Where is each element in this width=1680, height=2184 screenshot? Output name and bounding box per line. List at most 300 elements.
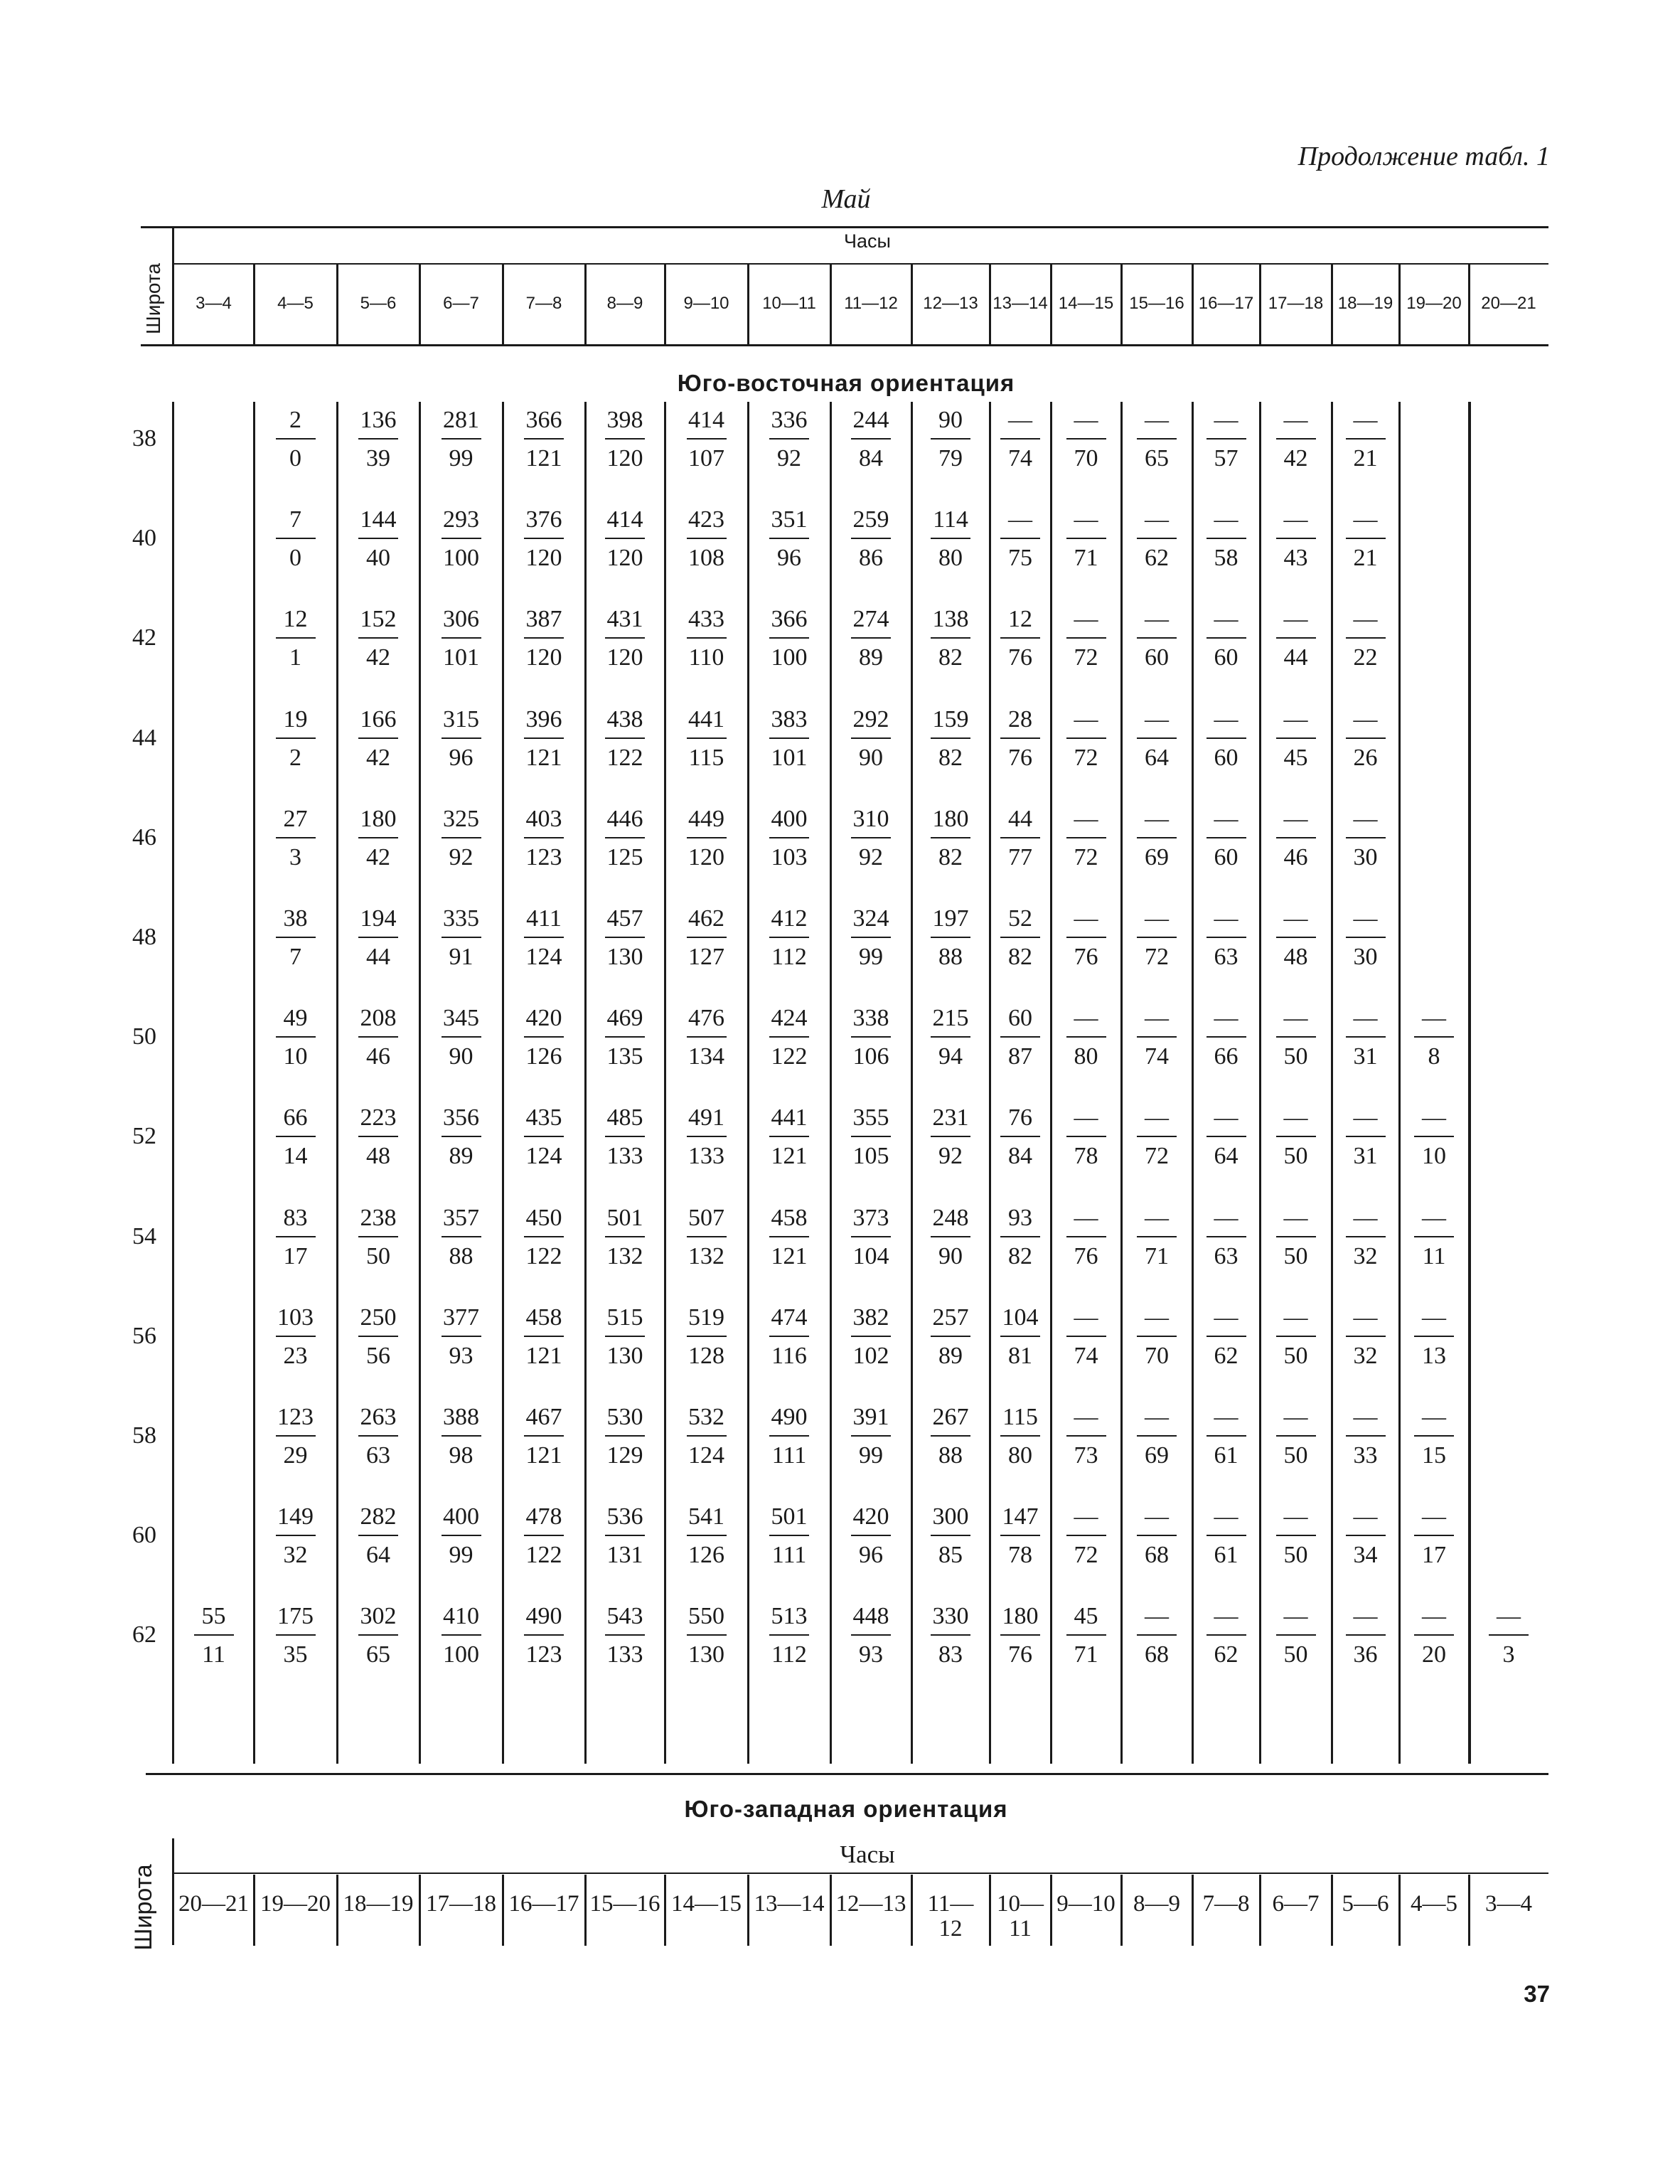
cell-denominator: 124: [688, 1442, 724, 1469]
latitude-value: 40: [132, 525, 156, 551]
value-cell: [990, 1006, 1051, 1069]
value-cell: [419, 1106, 503, 1168]
cell-denominator: 50: [366, 1243, 390, 1269]
value-cell: [911, 708, 990, 770]
value-cell: [830, 1405, 911, 1468]
value-cell: [1192, 1604, 1260, 1667]
hour-column-header: 16—17: [508, 1891, 579, 1917]
value-cell: [1051, 1006, 1121, 1069]
cell-numerator: 27: [276, 807, 316, 838]
cell-numerator: 420: [524, 1006, 564, 1038]
value-cell: [1051, 708, 1121, 770]
value-cell: [748, 1006, 830, 1069]
sw-latitude-header: Широта: [130, 1864, 157, 1951]
cell-denominator: 61: [1214, 1542, 1238, 1568]
hour-column-header: 14—15: [671, 1891, 742, 1917]
cell-numerator: 104: [1000, 1306, 1040, 1337]
cell-numerator: —: [1066, 408, 1106, 440]
hour-column-header: 20—21: [178, 1891, 249, 1917]
cell-numerator: 441: [769, 1106, 809, 1137]
hour-column-header: 5—6: [360, 294, 397, 313]
cell-denominator: 36: [1353, 1641, 1378, 1668]
value-cell: [254, 907, 337, 969]
value-cell: [830, 807, 911, 870]
cell-denominator: 63: [1214, 1243, 1238, 1269]
value-cell: [748, 708, 830, 770]
value-cell: [503, 807, 585, 870]
cell-numerator: —: [1207, 1405, 1246, 1437]
cell-denominator: 130: [606, 1343, 643, 1369]
value-cell: [911, 607, 990, 670]
cell-numerator: 263: [358, 1405, 398, 1437]
value-cell: [337, 1206, 419, 1269]
value-cell: [585, 1106, 665, 1168]
cell-denominator: 80: [1008, 1442, 1032, 1469]
latitude-value: 48: [132, 924, 156, 950]
value-cell: [1121, 1006, 1192, 1069]
cell-denominator: 57: [1214, 445, 1238, 472]
cell-numerator: 398: [605, 408, 645, 440]
cell-denominator: 72: [1074, 1542, 1098, 1568]
column-divider: [1192, 265, 1194, 346]
cell-denominator: 31: [1353, 1143, 1378, 1169]
column-divider: [1050, 1875, 1052, 1946]
cell-denominator: 30: [1353, 844, 1378, 870]
cell-numerator: 302: [358, 1604, 398, 1636]
value-cell: [748, 1604, 830, 1667]
value-cell: [665, 1206, 748, 1269]
cell-denominator: 72: [1074, 844, 1098, 870]
value-cell: [254, 1505, 337, 1567]
cell-denominator: 76: [1008, 745, 1032, 771]
value-cell: [1332, 607, 1399, 670]
cell-numerator: 507: [687, 1206, 727, 1237]
cell-numerator: 490: [769, 1405, 809, 1437]
cell-denominator: 128: [688, 1343, 724, 1369]
hour-column-header: 18—19: [343, 1891, 414, 1917]
column-divider: [1468, 265, 1470, 346]
cell-numerator: 383: [769, 708, 809, 739]
value-cell: [1192, 408, 1260, 471]
cell-denominator: 50: [1283, 1043, 1308, 1070]
cell-denominator: 134: [688, 1043, 724, 1070]
cell-denominator: 89: [449, 1143, 473, 1169]
cell-numerator: —: [1137, 1405, 1177, 1437]
cell-denominator: 42: [366, 644, 390, 671]
value-cell: [1121, 607, 1192, 670]
cell-numerator: 532: [687, 1405, 727, 1437]
value-cell: [1051, 1604, 1121, 1667]
value-cell: [1121, 807, 1192, 870]
latitude-value: 44: [132, 725, 156, 751]
value-cell: [665, 1006, 748, 1069]
cell-denominator: 120: [606, 545, 643, 571]
cell-numerator: 115: [1000, 1405, 1040, 1437]
cell-numerator: —: [1276, 1006, 1316, 1038]
cell-denominator: 133: [606, 1143, 643, 1169]
latitude-value: 56: [132, 1323, 156, 1349]
cell-denominator: 42: [1283, 445, 1308, 472]
cell-denominator: 127: [688, 944, 724, 970]
cell-denominator: 103: [771, 844, 808, 870]
cell-denominator: 61: [1214, 1442, 1238, 1469]
cell-denominator: 101: [443, 644, 479, 671]
value-cell: [503, 408, 585, 471]
cell-denominator: 99: [859, 1442, 883, 1469]
cell-numerator: —: [1276, 408, 1316, 440]
cell-numerator: 159: [931, 708, 970, 739]
value-cell: [1332, 1106, 1399, 1168]
cell-denominator: 104: [852, 1243, 889, 1269]
value-cell: [337, 1405, 419, 1468]
hour-column-header: 8—9: [1133, 1891, 1180, 1917]
column-divider: [1331, 1875, 1333, 1946]
cell-denominator: 84: [859, 445, 883, 472]
latitude-value: 38: [132, 425, 156, 452]
value-cell: [1051, 508, 1121, 570]
cell-numerator: 400: [442, 1505, 481, 1536]
value-cell: [1192, 1306, 1260, 1368]
value-cell: [665, 1106, 748, 1168]
cell-denominator: 96: [777, 545, 801, 571]
value-cell: [830, 1206, 911, 1269]
cell-denominator: 62: [1214, 1343, 1238, 1369]
value-cell: [1260, 607, 1332, 670]
cell-numerator: —: [1066, 508, 1106, 539]
value-cell: [1051, 907, 1121, 969]
cell-denominator: 63: [366, 1442, 390, 1469]
cell-denominator: 71: [1145, 1243, 1169, 1269]
cell-numerator: 52: [1000, 907, 1040, 938]
cell-numerator: 450: [524, 1206, 564, 1237]
cell-denominator: 32: [1353, 1243, 1378, 1269]
cell-numerator: 180: [358, 807, 398, 838]
cell-numerator: —: [1346, 1106, 1386, 1137]
value-cell: [503, 508, 585, 570]
cell-numerator: 194: [358, 907, 398, 938]
hours-rule: [173, 263, 1548, 265]
cell-numerator: 231: [931, 1106, 970, 1137]
cell-denominator: 122: [771, 1043, 808, 1070]
cell-numerator: 387: [524, 607, 564, 639]
column-divider: [1331, 265, 1333, 346]
cell-denominator: 92: [938, 1143, 963, 1169]
hour-column-header: 15—16: [1129, 294, 1184, 313]
cell-numerator: 433: [687, 607, 727, 639]
value-cell: [1399, 1604, 1469, 1667]
cell-denominator: 44: [1283, 644, 1308, 671]
value-cell: [665, 408, 748, 471]
cell-denominator: 50: [1283, 1641, 1308, 1668]
cell-denominator: 129: [606, 1442, 643, 1469]
column-divider: [502, 265, 504, 346]
cell-denominator: 2: [289, 745, 301, 771]
value-cell: [830, 1106, 911, 1168]
hour-column-header: 11—12: [844, 294, 898, 313]
value-cell: [503, 1106, 585, 1168]
cell-denominator: 60: [1145, 644, 1169, 671]
value-cell: [503, 1604, 585, 1667]
cell-numerator: 412: [769, 907, 809, 938]
cell-denominator: 80: [938, 545, 963, 571]
cell-numerator: —: [1137, 1604, 1177, 1636]
cell-numerator: 274: [851, 607, 891, 639]
value-cell: [585, 1306, 665, 1368]
cell-denominator: 78: [1074, 1143, 1098, 1169]
cell-numerator: 441: [687, 708, 727, 739]
cell-denominator: 82: [1008, 944, 1032, 970]
cell-denominator: 82: [938, 745, 963, 771]
cell-denominator: 90: [859, 745, 883, 771]
hour-column-header: 19—20: [260, 1891, 331, 1917]
cell-denominator: 46: [366, 1043, 390, 1070]
cell-denominator: 45: [1283, 745, 1308, 771]
value-cell: [911, 508, 990, 570]
column-divider: [989, 265, 991, 346]
cell-numerator: 420: [851, 1505, 891, 1536]
value-cell: [665, 1505, 748, 1567]
cell-numerator: —: [1276, 607, 1316, 639]
latitude-header: Широта: [142, 263, 164, 334]
cell-numerator: 180: [1000, 1604, 1040, 1636]
value-cell: [503, 1306, 585, 1368]
cell-numerator: 45: [1066, 1604, 1106, 1636]
cell-numerator: —: [1066, 1206, 1106, 1237]
cell-denominator: 107: [688, 445, 724, 472]
cell-denominator: 10: [1422, 1143, 1446, 1169]
value-cell: [1121, 1604, 1192, 1667]
value-cell: [1260, 708, 1332, 770]
value-cell: [585, 807, 665, 870]
value-cell: [665, 807, 748, 870]
hour-column-header: 20—21: [1481, 294, 1536, 313]
value-cell: [1260, 807, 1332, 870]
value-cell: [1051, 1405, 1121, 1468]
month-title: Май: [821, 184, 871, 214]
cell-numerator: 136: [358, 408, 398, 440]
cell-numerator: —: [1346, 1306, 1386, 1337]
value-cell: [1121, 708, 1192, 770]
cell-denominator: 65: [1145, 445, 1169, 472]
value-cell: [1192, 1505, 1260, 1567]
cell-denominator: 86: [859, 545, 883, 571]
value-cell: [665, 1306, 748, 1368]
cell-numerator: 114: [931, 508, 970, 539]
value-cell: [1332, 708, 1399, 770]
cell-numerator: 282: [358, 1505, 398, 1536]
cell-denominator: 115: [688, 745, 724, 771]
value-cell: [830, 708, 911, 770]
cell-numerator: 515: [605, 1306, 645, 1337]
cell-denominator: 96: [859, 1542, 883, 1568]
cell-denominator: 100: [443, 1641, 479, 1668]
hour-column-header: 6—7: [443, 294, 479, 313]
value-cell: [665, 508, 748, 570]
cell-numerator: 147: [1000, 1505, 1040, 1536]
column-divider: [747, 265, 749, 346]
cell-denominator: 121: [771, 1143, 808, 1169]
cell-denominator: 71: [1074, 1641, 1098, 1668]
cell-numerator: 485: [605, 1106, 645, 1137]
cell-numerator: 335: [442, 907, 481, 938]
cell-denominator: 50: [1283, 1243, 1308, 1269]
cell-denominator: 90: [449, 1043, 473, 1070]
hour-column-header: 16—17: [1198, 294, 1254, 313]
cell-numerator: 435: [524, 1106, 564, 1137]
value-cell: [1121, 1405, 1192, 1468]
value-cell: [585, 1206, 665, 1269]
cell-denominator: 111: [771, 1442, 807, 1469]
cell-denominator: 122: [606, 745, 643, 771]
cell-denominator: 64: [366, 1542, 390, 1568]
cell-denominator: 74: [1074, 1343, 1098, 1369]
latitude-value: 52: [132, 1123, 156, 1149]
value-cell: [1121, 1106, 1192, 1168]
value-cell: [503, 708, 585, 770]
column-divider: [1259, 1875, 1261, 1946]
cell-denominator: 48: [1283, 944, 1308, 970]
cell-numerator: 388: [442, 1405, 481, 1437]
cell-denominator: 87: [1008, 1043, 1032, 1070]
column-divider: [1398, 265, 1401, 346]
value-cell: [830, 907, 911, 969]
cell-numerator: 550: [687, 1604, 727, 1636]
hour-column-header: 4—5: [277, 294, 314, 313]
cell-numerator: 238: [358, 1206, 398, 1237]
cell-numerator: 391: [851, 1405, 891, 1437]
cell-denominator: 88: [938, 944, 963, 970]
cell-denominator: 98: [449, 1442, 473, 1469]
cell-numerator: 414: [687, 408, 727, 440]
cell-numerator: —: [1066, 1405, 1106, 1437]
cell-denominator: 112: [771, 944, 807, 970]
cell-denominator: 78: [1008, 1542, 1032, 1568]
cell-numerator: 474: [769, 1306, 809, 1337]
value-cell: [1260, 1604, 1332, 1667]
cell-numerator: 414: [605, 508, 645, 539]
value-cell: [1192, 708, 1260, 770]
cell-denominator: 32: [283, 1542, 308, 1568]
hour-column-header: 3—4: [1485, 1891, 1532, 1917]
value-cell: [1332, 907, 1399, 969]
value-cell: [1260, 1206, 1332, 1269]
cell-denominator: 7: [289, 944, 301, 970]
value-cell: [911, 1505, 990, 1567]
cell-denominator: 76: [1074, 944, 1098, 970]
value-cell: [990, 607, 1051, 670]
cell-denominator: 92: [449, 844, 473, 870]
value-cell: [1332, 1405, 1399, 1468]
cell-numerator: —: [1414, 1604, 1454, 1636]
column-divider: [1259, 265, 1261, 346]
cell-denominator: 72: [1145, 1143, 1169, 1169]
value-cell: [911, 1604, 990, 1667]
value-cell: [1260, 1306, 1332, 1368]
column-divider: [1120, 1875, 1123, 1946]
cell-denominator: 50: [1283, 1143, 1308, 1169]
cell-numerator: 60: [1000, 1006, 1040, 1038]
value-cell: [503, 1505, 585, 1567]
cell-numerator: —: [1207, 1106, 1246, 1137]
cell-denominator: 32: [1353, 1343, 1378, 1369]
cell-numerator: 382: [851, 1306, 891, 1337]
cell-denominator: 131: [606, 1542, 643, 1568]
cell-denominator: 99: [449, 1542, 473, 1568]
cell-denominator: 120: [606, 445, 643, 472]
cell-denominator: 33: [1353, 1442, 1378, 1469]
cell-denominator: 72: [1145, 944, 1169, 970]
cell-numerator: 93: [1000, 1206, 1040, 1237]
cell-denominator: 135: [606, 1043, 643, 1070]
cell-numerator: —: [1276, 1206, 1316, 1237]
cell-denominator: 108: [688, 545, 724, 571]
cell-denominator: 69: [1145, 1442, 1169, 1469]
column-divider: [253, 265, 255, 346]
value-cell: [585, 1006, 665, 1069]
cell-numerator: 376: [524, 508, 564, 539]
value-cell: [665, 907, 748, 969]
cell-numerator: 223: [358, 1106, 398, 1137]
value-cell: [254, 1006, 337, 1069]
cell-numerator: 19: [276, 708, 316, 739]
cell-denominator: 65: [366, 1641, 390, 1668]
cell-numerator: —: [1000, 408, 1040, 440]
cell-numerator: —: [1066, 1306, 1106, 1337]
value-cell: [1260, 1505, 1332, 1567]
value-cell: [503, 1405, 585, 1468]
cell-numerator: 373: [851, 1206, 891, 1237]
cell-numerator: —: [1489, 1604, 1529, 1636]
cell-numerator: —: [1207, 508, 1246, 539]
column-divider: [1469, 402, 1471, 1764]
cell-denominator: 112: [771, 1641, 807, 1668]
value-cell: [337, 1306, 419, 1368]
cell-numerator: —: [1207, 1604, 1246, 1636]
cell-denominator: 10: [283, 1043, 308, 1070]
value-cell: [990, 1505, 1051, 1567]
cell-denominator: 11: [202, 1641, 225, 1668]
latitude-value: 60: [132, 1522, 156, 1548]
column-divider: [584, 265, 587, 346]
hour-column-header: 13—14: [754, 1891, 825, 1917]
cell-numerator: —: [1276, 708, 1316, 739]
cell-numerator: —: [1346, 1206, 1386, 1237]
value-cell: [990, 408, 1051, 471]
hour-column-header: 12—13: [835, 1891, 906, 1917]
value-cell: [503, 1006, 585, 1069]
cell-numerator: —: [1137, 1106, 1177, 1137]
cell-denominator: 68: [1145, 1542, 1169, 1568]
cell-denominator: 77: [1008, 844, 1032, 870]
cell-denominator: 20: [1422, 1641, 1446, 1668]
value-cell: [1051, 1505, 1121, 1567]
value-cell: [1332, 1306, 1399, 1368]
cell-denominator: 1: [289, 644, 301, 671]
cell-denominator: 75: [1008, 545, 1032, 571]
cell-numerator: —: [1346, 1006, 1386, 1038]
value-cell: [911, 1405, 990, 1468]
cell-denominator: 72: [1074, 644, 1098, 671]
cell-denominator: 17: [1422, 1542, 1446, 1568]
cell-denominator: 133: [688, 1143, 724, 1169]
value-cell: [830, 1006, 911, 1069]
value-cell: [254, 1206, 337, 1269]
column-divider: [830, 265, 832, 346]
cell-numerator: 7: [276, 508, 316, 539]
value-cell: [748, 508, 830, 570]
cell-numerator: —: [1066, 1106, 1106, 1137]
cell-numerator: 166: [358, 708, 398, 739]
